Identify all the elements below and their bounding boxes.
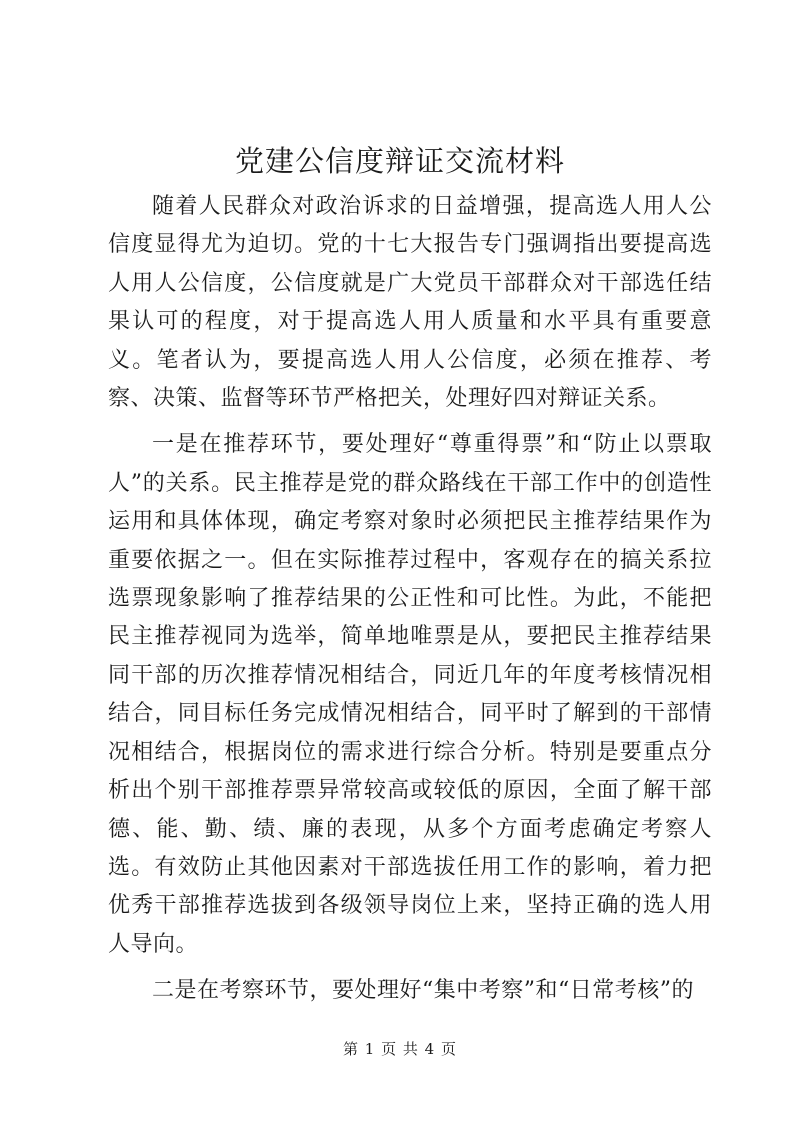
document-body [108, 188, 712, 1011]
paragraph-inspection: 二是在考察环节，要处理好“集中考察”和“日常考核”的 [152, 978, 694, 1004]
paragraph-recommendation: 一是在推荐环节，要处理好“尊重得票”和“防止以票取人”的关系。民主推荐是党的群众路线在干部工作中的创造性运用和具体体现，确定考察对象时必须把民主推荐结果作为重要依据之一。但在实际推荐过程中，客观存在的搞关系拉选票现象影响了推荐结果的公正性和可比性。为此，不能把民主推荐视同为选举，简单地唯票是从，要把民主推荐结果同干部的历次推荐情况相结合，同近几年的年度考核情况相结合，同目标任务完成情况相结合，同平时了解到的干部情况相结合，根据岗位的需求进行综合分析。特别是要重点分析出个别干部推荐票异常较高或较低的原因，全面了解干部德、能、勤、绩、廉的表现，从多个方面考虑确定考察人选。有效防止其他因素对干部选拔任用工作的影响，着力把优秀干部推荐选拔到各级领导岗位上来，坚持正确的选人用人导向。 [108, 432, 712, 957]
document-title: 党建公信度辩证交流材料 [234, 144, 565, 178]
page-footer: 第 1 页 共 4 页 [343, 1040, 457, 1058]
paragraph-intro: 随着人民群众对政治诉求的日益增强，提高选人用人公信度显得尤为迫切。党的十七大报告专门强调指出要提高选人用人公信度，公信度就是广大党员干部群众对干部选任结果认可的程度，对于提高选人用人质量和水平具有重要意义。笔者认为，要提高选人用人公信度，必须在推荐、考察、决策、监督等环节严格把关，处理好四对辩证关系。 [108, 194, 712, 412]
